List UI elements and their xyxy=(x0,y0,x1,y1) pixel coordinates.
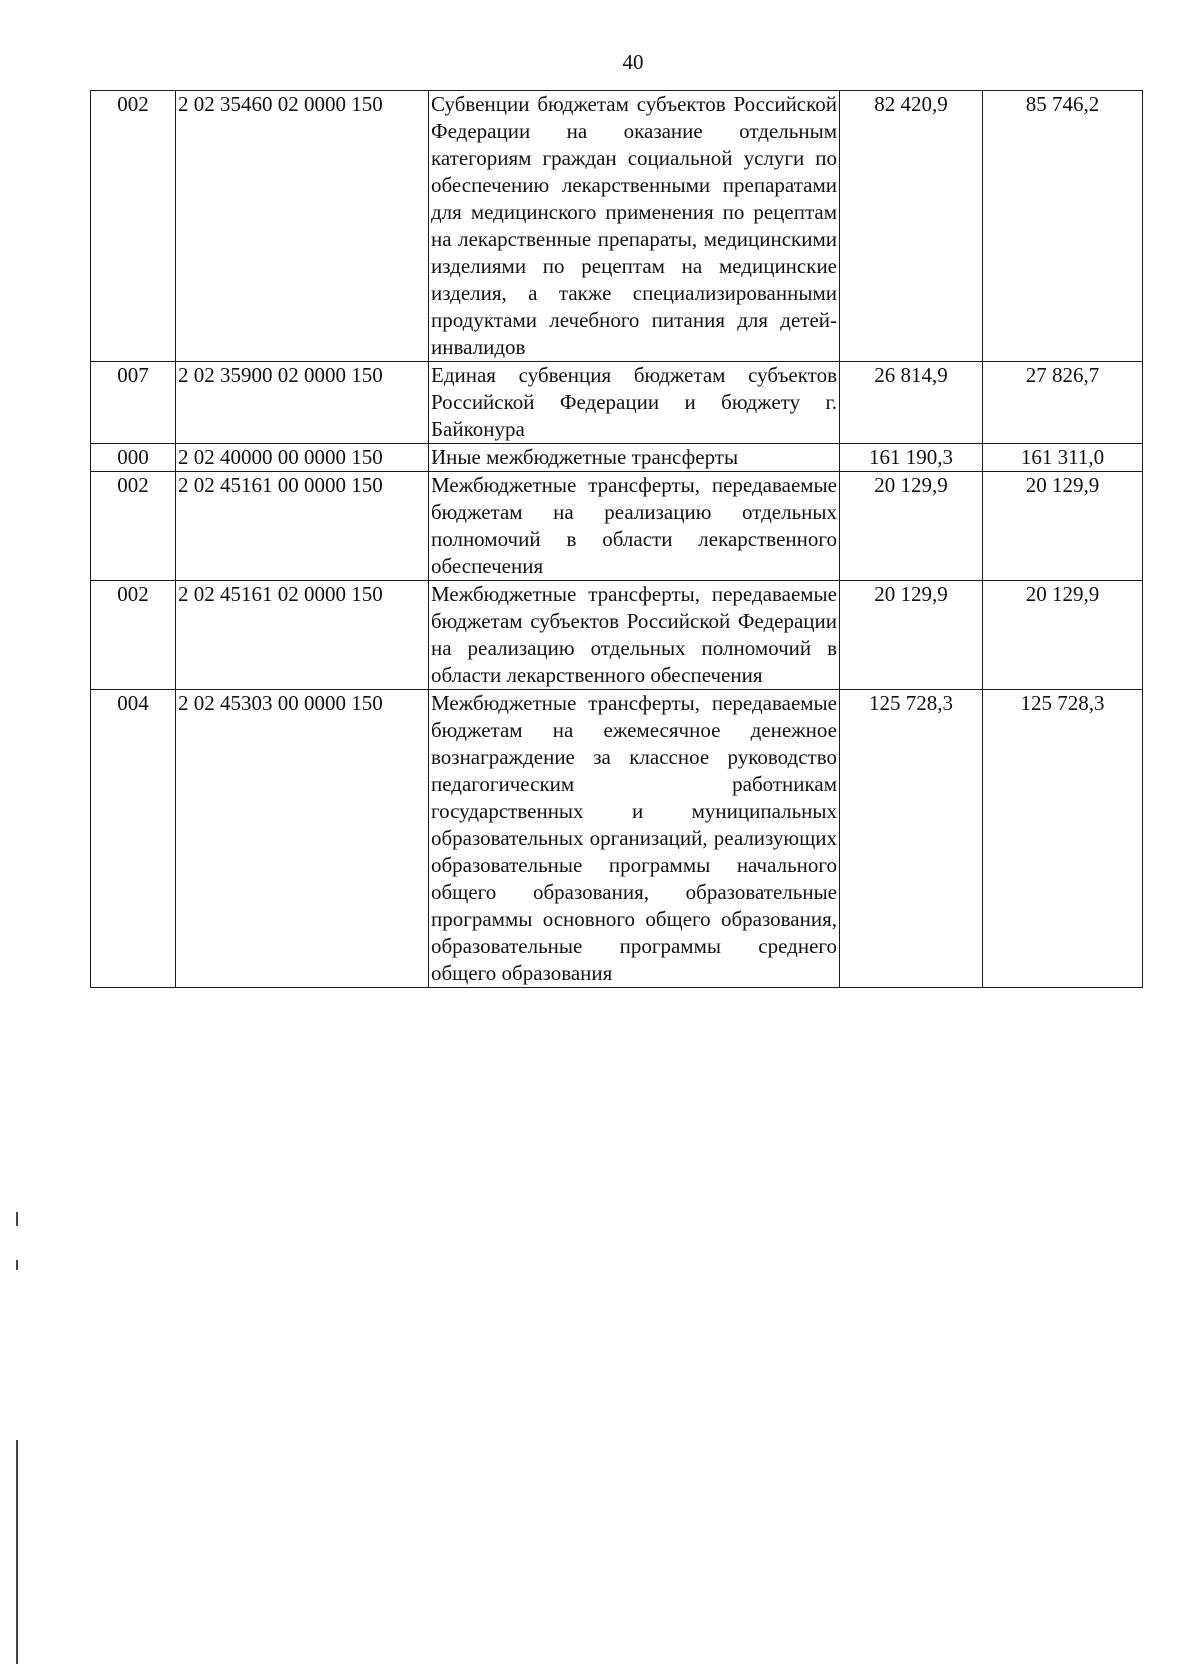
budget-code-cell: 2 02 45161 02 0000 150 xyxy=(176,581,429,690)
income-name-cell: Иные межбюджетные трансферты xyxy=(429,444,840,472)
budget-code-cell: 2 02 35900 02 0000 150 xyxy=(176,362,429,444)
budget-code-cell: 2 02 35460 02 0000 150 xyxy=(176,91,429,362)
amount-year1-cell: 26 814,9 xyxy=(840,362,983,444)
income-name-cell: Межбюджетные трансферты, передаваемые бюджетам субъектов Российской Федерации на реализацию отдельных полномочий в области лекарственного обеспечения xyxy=(429,581,840,690)
scan-margin-mark xyxy=(16,1212,18,1226)
admin-code-cell: 004 xyxy=(91,690,176,988)
amount-year2-cell: 20 129,9 xyxy=(983,581,1143,690)
table-row xyxy=(91,690,1143,988)
amount-year1-cell: 20 129,9 xyxy=(840,472,983,581)
amount-year2-cell: 27 826,7 xyxy=(983,362,1143,444)
amount-year1-cell: 20 129,9 xyxy=(840,581,983,690)
table-row xyxy=(91,472,1143,581)
amount-year1-cell: 82 420,9 xyxy=(840,91,983,362)
table-row xyxy=(91,362,1143,444)
table-row xyxy=(91,91,1143,362)
amount-year1-cell: 125 728,3 xyxy=(840,690,983,988)
scan-margin-line xyxy=(16,1440,18,1664)
table-row xyxy=(91,444,1143,472)
admin-code-cell: 002 xyxy=(91,472,176,581)
budget-code-cell: 2 02 45161 00 0000 150 xyxy=(176,472,429,581)
admin-code-cell: 002 xyxy=(91,581,176,690)
budget-code-cell: 2 02 40000 00 0000 150 xyxy=(176,444,429,472)
income-name-cell: Межбюджетные трансферты, передаваемые бюджетам на ежемесячное денежное вознаграждение за классное руководство педагогическим работникам государственных и муниципальных образовательных организаций, реализующих образовательные программы начального общего образования, образовательные программы основного общего образования, образовательные программы среднего общего образования xyxy=(429,690,840,988)
admin-code-cell: 000 xyxy=(91,444,176,472)
admin-code-cell: 007 xyxy=(91,362,176,444)
income-name-cell: Межбюджетные трансферты, передаваемые бюджетам на реализацию отдельных полномочий в области лекарственного обеспечения xyxy=(429,472,840,581)
admin-code-cell: 002 xyxy=(91,91,176,362)
scan-margin-mark xyxy=(16,1260,18,1270)
amount-year2-cell: 161 311,0 xyxy=(983,444,1143,472)
amount-year2-cell: 85 746,2 xyxy=(983,91,1143,362)
income-name-cell: Единая субвенция бюджетам субъектов Российской Федерации и бюджету г. Байконура xyxy=(429,362,840,444)
page-number: 40 xyxy=(622,50,644,74)
amount-year2-cell: 20 129,9 xyxy=(983,472,1143,581)
income-name-cell: Субвенции бюджетам субъектов Российской Федерации на оказание отдельным категориям граждан социальной услуги по обеспечению лекарственными препаратами для медицинского применения по рецептам на лекарственные препараты, медицинскими изделиями по рецептам на медицинские изделия, а также специализированными продуктами лечебного питания для детей-инвалидов xyxy=(429,91,840,362)
table-row xyxy=(91,581,1143,690)
amount-year2-cell: 125 728,3 xyxy=(983,690,1143,988)
budget-code-cell: 2 02 45303 00 0000 150 xyxy=(176,690,429,988)
amount-year1-cell: 161 190,3 xyxy=(840,444,983,472)
budget-table xyxy=(90,90,1143,988)
